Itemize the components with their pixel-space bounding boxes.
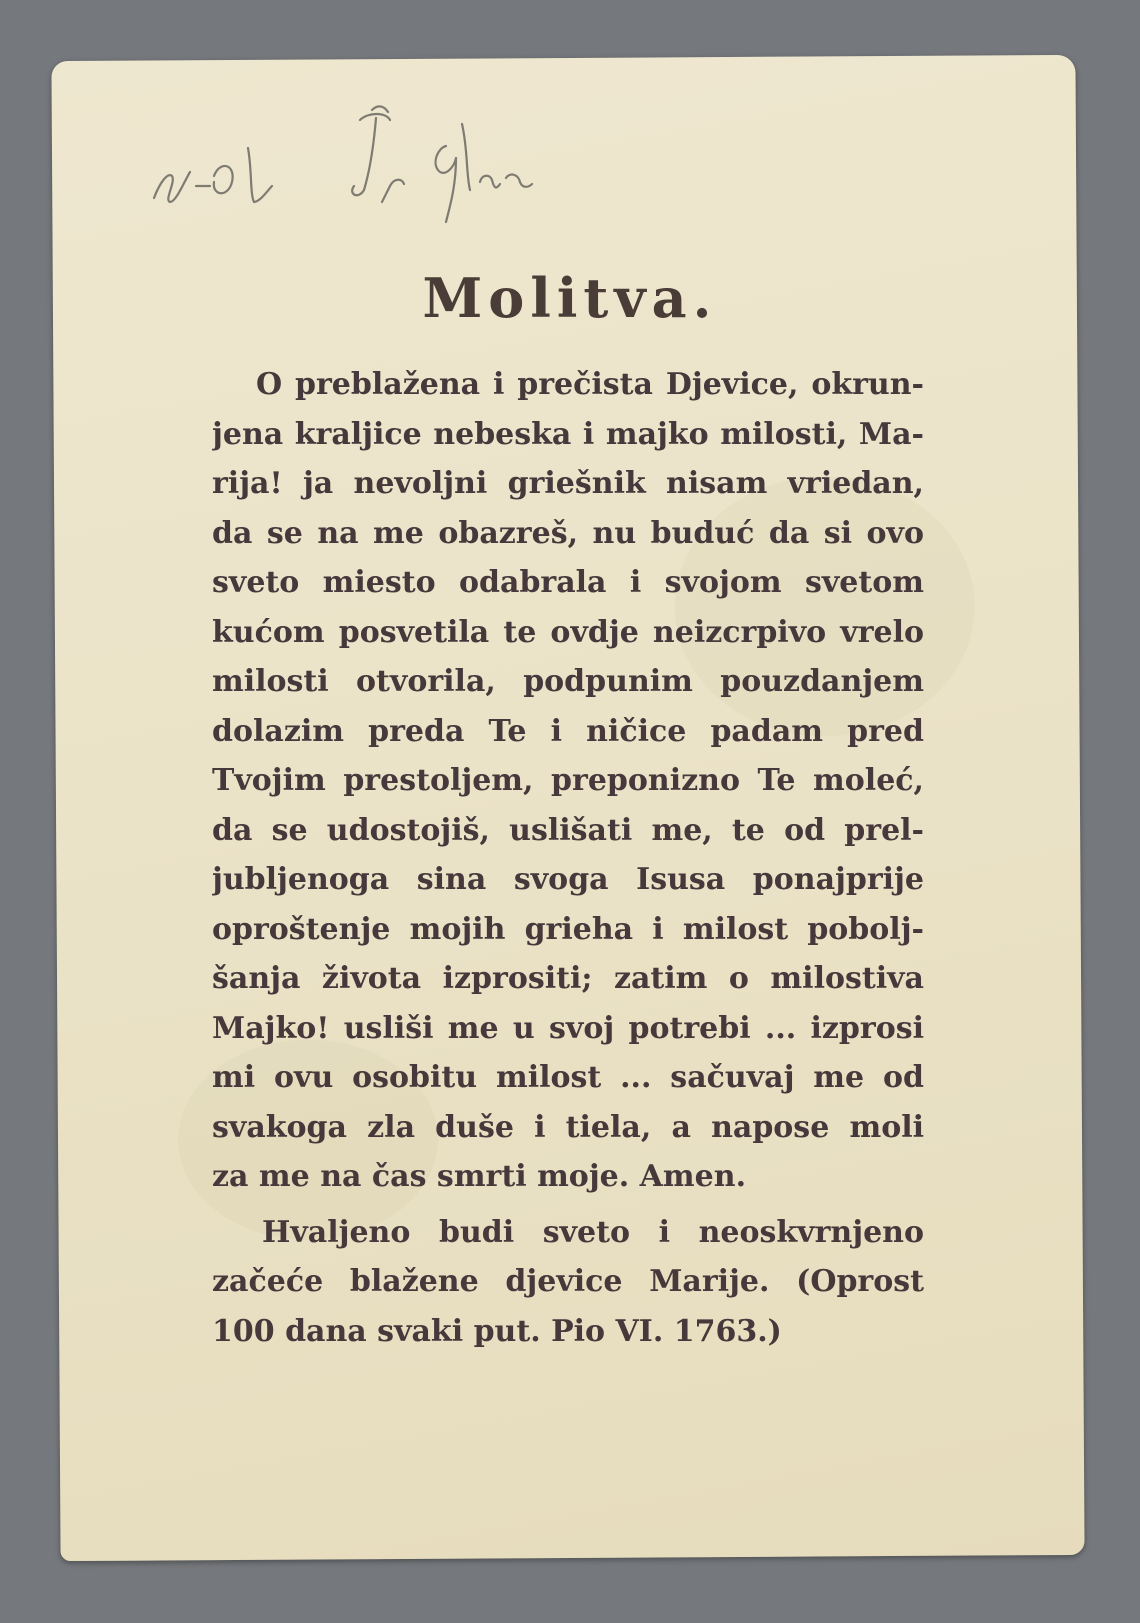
text-line: rija! ja nevoljni griešnik nisam vriedan, <box>212 466 924 501</box>
text-line: mi ovu osobitu milost ... sačuvaj me od <box>212 1060 924 1095</box>
text-line: kućom posvetila te ovdje neizcrpivo vrelo <box>212 614 924 650</box>
text-line: Tvojim prestoljem, preponizno Te moleć, <box>212 763 924 798</box>
text-line: sveto miesto odabrala i svojom svetom <box>212 565 924 600</box>
text-line: svakoga zla duše i tiela, a napose moli <box>212 1109 924 1145</box>
text-line: O preblažena i prečista Djevice, okrun- <box>256 367 924 402</box>
text-line: dolazim preda Te i ničice padam pred <box>212 713 924 749</box>
text-line: jubljenoga sina svoga Isusa ponajprije <box>212 862 924 897</box>
text-line: šanja života izprositi; zatim o milostiva <box>212 961 924 996</box>
text-line: 100 dana svaki put. Pio VI. 1763.) <box>212 1313 782 1349</box>
text-line: začeće blažene djevice Marije. (Oprost <box>212 1264 924 1299</box>
prayer-paragraph-1 <box>212 360 924 1202</box>
text-line: za me na čas smrti moje. Amen. <box>212 1159 747 1194</box>
text-line: oproštenje mojih grieha i milost pobolj- <box>212 911 924 947</box>
text-line: jena kraljice nebeska i majko milosti, Ma- <box>212 416 924 452</box>
text-line: milosti otvorila, podpunim pouzdanjem <box>212 664 924 699</box>
handwritten-note <box>150 110 398 161</box>
text-line: da se na me obazreš, nu buduć da si ovo <box>212 515 924 551</box>
text-line: Hvaljeno budi sveto i neoskvrnjeno <box>262 1214 924 1250</box>
prayer-paragraph-2 <box>212 1208 924 1357</box>
text-line: da se udostojiš, uslišati me, te od prel- <box>212 812 924 848</box>
prayer-title: Molitva. <box>422 266 718 330</box>
prayer-text <box>212 360 924 1356</box>
text-line: Majko! usliši me u svoj potrebi ... izprosi <box>212 1010 924 1046</box>
